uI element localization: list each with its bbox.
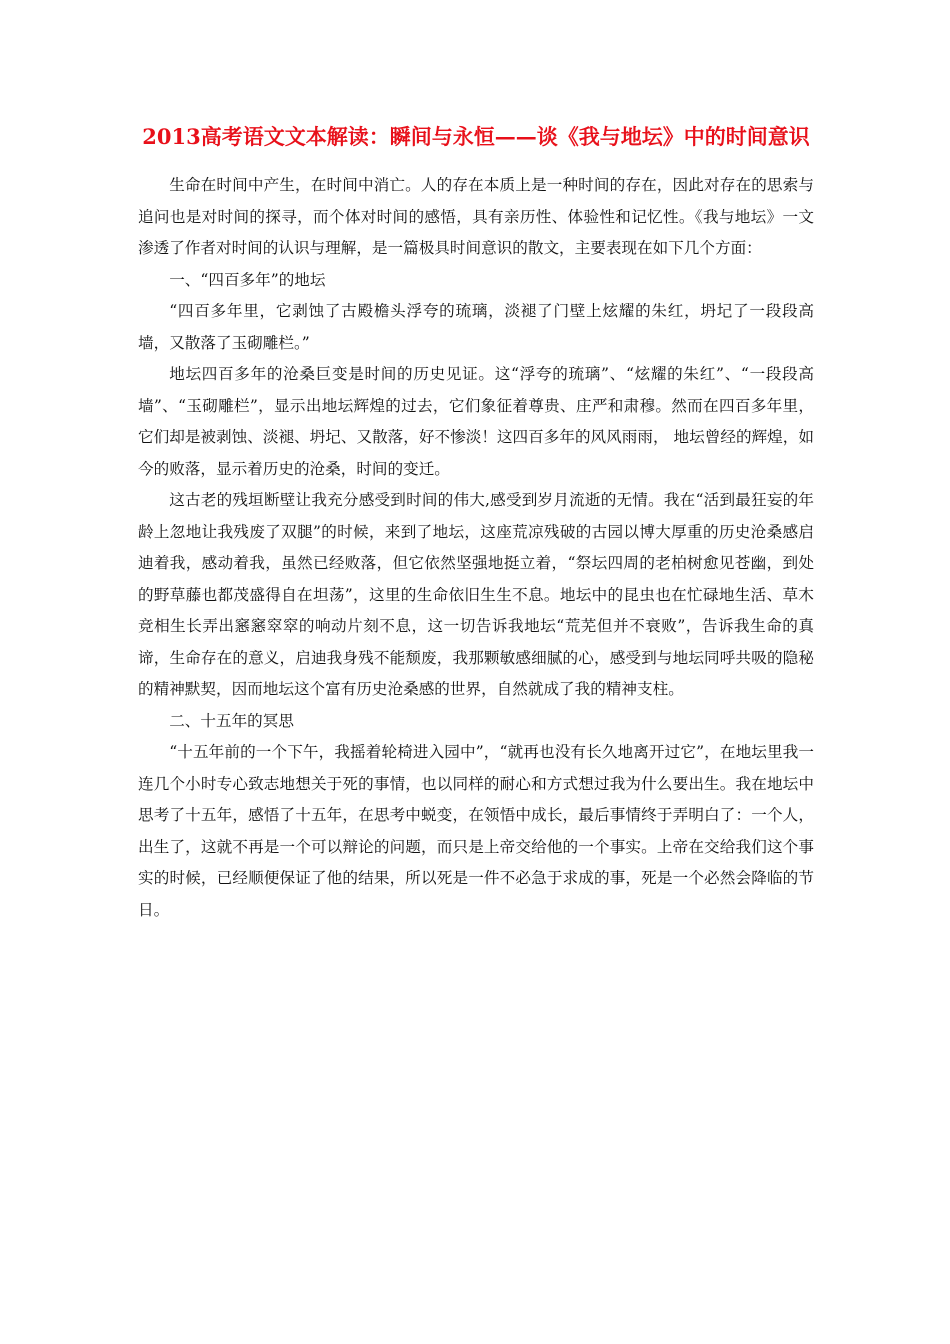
paragraph-analysis-3: “十五年前的一个下午，我摇着轮椅进入园中”，“就再也没有长久地离开过它”，在地坛里我一连几个小时专心致志地想关于死的事情，也以同样的耐心和方式想过我为什么要出生。我在地坛中思考了十五年，感悟了十五年，在思考中蜕变，在领悟中成长，最后事情终于弄明白了：一个人，出生了，这就不再是一个可以辩论的问题，而只是上帝交给他的一个事实。上帝在交给我们这个事实的时候，已经顺便保证了他的结果，所以死是一件不必急于求成的事，死是一个必然会降临的节日。: [138, 743, 814, 919]
paragraph-analysis-2: 这古老的残垣断壁让我充分感受到时间的伟大,感受到岁月流逝的无情。我在“活到最狂妄的年龄上忽地让我残废了双腿”的时候，来到了地坛，这座荒凉残破的古园以博大厚重的历史沧桑感启迪着我，感动着我，虽然已经败落，但它依然坚强地挺立着，“祭坛四周的老柏树愈见苍幽，到处的野草藤也都茂盛得自在坦荡”，这里的生命依旧生生不息。地坛中的昆虫也在忙碌地生活、草木竞相生长弄出窸窸窣窣的响动片刻不息，这一切告诉我地坛“荒芜但并不衰败”，告诉我生命的真谛，生命存在的意义，启迪我身残不能颓废，我那颗敏感细腻的心，感受到与地坛同呼共吸的隐秘的精神默契，因而地坛这个富有历史沧桑感的世界，自然就成了我的精神支柱。: [138, 491, 814, 698]
paragraph-intro: 生命在时间中产生，在时间中消亡。人的存在本质上是一种时间的存在，因此对存在的思索与追问也是对时间的探寻，而个体对时间的感悟，具有亲历性、体验性和记忆性。《我与地坛》一文渗透了作者对时间的认识与理解，是一篇极具时间意识的散文，主要表现在如下几个方面：: [138, 176, 814, 257]
section-heading-1: 一、“四百多年”的地坛: [169, 270, 326, 289]
paragraph-quote-1: “四百多年里，它剥蚀了古殿檐头浮夸的琉璃，淡褪了门壁上炫耀的朱红，坍圮了一段段高墙，又散落了玉砌雕栏。”: [138, 302, 814, 352]
document-body: [138, 170, 814, 926]
paragraph-analysis-1: 地坛四百多年的沧桑巨变是时间的历史见证。这“浮夸的琉璃”、“炫耀的朱红”、“一段段高墙”、“玉砌雕栏”，显示出地坛辉煌的过去，它们象征着尊贵、庄严和肃穆。然而在四百多年里，它们却是被剥蚀、淡褪、坍圮、又散落，好不惨淡！这四百多年的风风雨雨， 地坛曾经的辉煌，如今的败落，显示着历史的沧桑，时间的变迁。: [138, 365, 814, 478]
document-title: 2013高考语文文本解读：瞬间与永恒——谈《我与地坛》中的时间意识: [142, 124, 810, 149]
section-heading-2: 二、十五年的冥思: [169, 711, 294, 730]
